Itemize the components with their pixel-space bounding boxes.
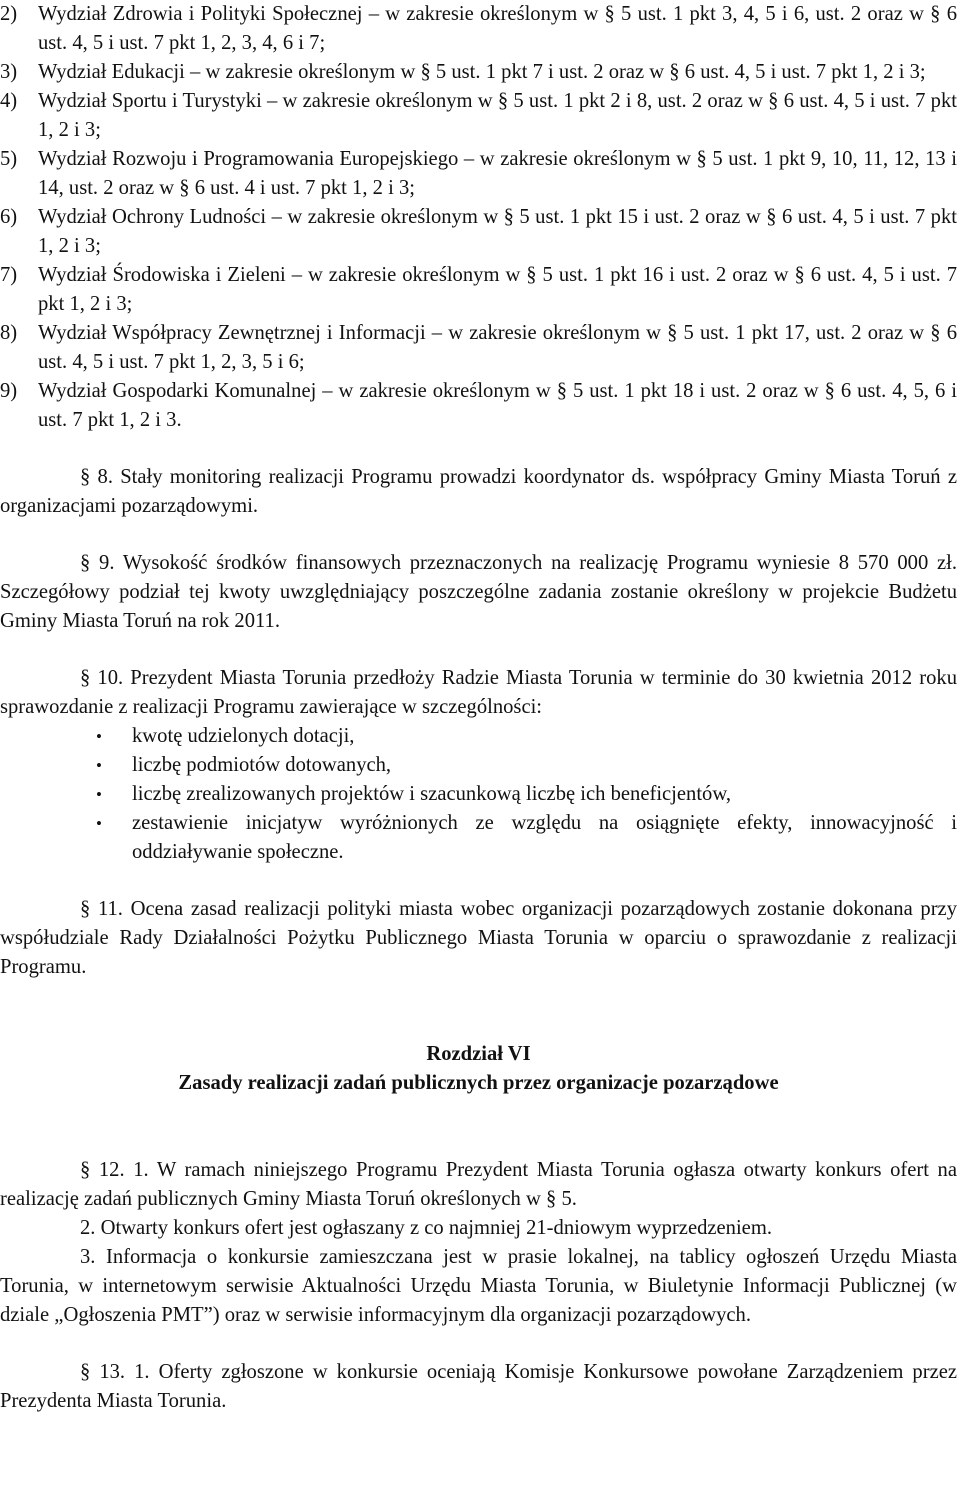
bullet-item [0, 780, 957, 809]
list-item [0, 87, 957, 145]
section-10-paragraph: § 10. Prezydent Miasta Torunia przedłoży Radzie Miasta Torunia w terminie do 30 kwietnia 2012 roku sprawozdanie z realizacji Programu zawierające w szczególności: [0, 667, 957, 718]
list-item-text: Wydział Gospodarki Komunalnej – w zakresie określonym w § 5 ust. 1 pkt 18 i ust. 2 oraz w § 6 ust. 4, 5, 6 i ust. 7 pkt 1, 2 i 3. [38, 380, 957, 431]
list-item [0, 203, 957, 261]
list-item-number: 7) [0, 264, 18, 286]
list-item-text: Wydział Zdrowia i Polityki Społecznej – w zakresie określonym w § 5 ust. 1 pkt 3, 4, 5 i 6, ust. 2 oraz w § 6 ust. 4, 5 i ust. 7 pkt 1, 2, 3, 4, 6 i 7; [38, 3, 957, 54]
bullet-text: kwotę udzielonych dotacji, [132, 725, 355, 747]
list-item-number: 4) [0, 90, 18, 112]
bullet-item [0, 751, 957, 780]
bullet-item [0, 809, 957, 867]
chapter-number: Rozdział VI [426, 1043, 531, 1065]
list-item-number: 8) [0, 322, 18, 344]
list-item [0, 377, 957, 435]
list-item-text: Wydział Edukacji – w zakresie określonym w § 5 ust. 1 pkt 7 i ust. 2 oraz w § 6 ust. 4, 5 i ust. 7 pkt 1, 2 i 3; [38, 61, 926, 83]
bullet-text: liczbę podmiotów dotowanych, [132, 754, 392, 776]
list-item [0, 58, 957, 87]
list-item-number: 3) [0, 61, 18, 83]
list-item [0, 0, 957, 58]
list-item-text: Wydział Współpracy Zewnętrznej i Informacji – w zakresie określonym w § 5 ust. 1 pkt 17, ust. 2 oraz w § 6 ust. 4, 5 i ust. 7 pkt 1, 2, 3, 5 i 6; [38, 322, 957, 373]
section-11-paragraph: § 11. Ocena zasad realizacji polityki miasta wobec organizacji pozarządowych zostanie dokonana przy współudziale Rady Działalności Pożytku Publicznego Miasta Torunia w oparciu o sprawozdanie z realizacji Programu. [0, 898, 957, 978]
list-item-number: 6) [0, 206, 18, 228]
chapter-title: Zasady realizacji zadań publicznych przez organizacje pozarządowe [178, 1072, 779, 1094]
section-9-paragraph: § 9. Wysokość środków finansowych przeznaczonych na realizację Programu wyniesie 8 570 000 zł. Szczegółowy podział tej kwoty uwzględniający poszczególne zadania zostanie określony w projekcie Budżetu Gminy Miasta Toruń na rok 2011. [0, 552, 957, 632]
section-12-paragraph-3: 3. Informacja o konkursie zamieszczana jest w prasie lokalnej, na tablicy ogłoszeń Urzędu Miasta Torunia, w internetowym serwisie Aktualności Urzędu Miasta Torunia, w Biuletynie Informacji Publicznej (w dziale „Ogłoszenia PMT”) oraz w serwisie informacyjnym dla organizacji pozarządowych. [0, 1246, 957, 1326]
list-item-text: Wydział Środowiska i Zieleni – w zakresie określonym w § 5 ust. 1 pkt 16 i ust. 2 oraz w § 6 ust. 4, 5 i ust. 7 pkt 1, 2 i 3; [38, 264, 957, 315]
department-list [0, 0, 957, 435]
section-13-paragraph: § 13. 1. Oferty zgłoszone w konkursie oceniają Komisje Konkursowe powołane Zarządzeniem przez Prezydenta Miasta Torunia. [0, 1361, 957, 1412]
bullet-text: zestawienie inicjatyw wyróżnionych ze względu na osiągnięte efekty, innowacyjność i oddziaływanie społeczne. [132, 812, 957, 863]
bullet-icon: • [96, 814, 102, 833]
list-item-number: 5) [0, 148, 18, 170]
bullet-text: liczbę zrealizowanych projektów i szacunkową liczbę ich beneficjentów, [132, 783, 732, 805]
section-8-paragraph: § 8. Stały monitoring realizacji Programu prowadzi koordynator ds. współpracy Gminy Miasta Toruń z organizacjami pozarządowymi. [0, 466, 957, 517]
bullet-icon: • [96, 756, 102, 775]
list-item-text: Wydział Ochrony Ludności – w zakresie określonym w § 5 ust. 1 pkt 15 i ust. 2 oraz w § 6 ust. 4, 5 i ust. 7 pkt 1, 2 i 3; [38, 206, 957, 257]
list-item-number: 9) [0, 380, 18, 402]
bullet-icon: • [96, 727, 102, 746]
report-contents-list [0, 722, 957, 867]
list-item-text: Wydział Rozwoju i Programowania Europejskiego – w zakresie określonym w § 5 ust. 1 pkt 9, 10, 11, 12, 13 i 14, ust. 2 oraz w § 6 ust. 4 i ust. 7 pkt 1, 2 i 3; [38, 148, 957, 199]
bullet-item [0, 722, 957, 751]
bullet-icon: • [96, 785, 102, 804]
list-item-text: Wydział Sportu i Turystyki – w zakresie określonym w § 5 ust. 1 pkt 2 i 8, ust. 2 oraz w § 6 ust. 4, 5 i ust. 7 pkt 1, 2 i 3; [38, 90, 957, 141]
list-item [0, 319, 957, 377]
section-12-paragraph-1: § 12. 1. W ramach niniejszego Programu Prezydent Miasta Torunia ogłasza otwarty konkurs ofert na realizację zadań publicznych Gminy Miasta Toruń określonych w § 5. [0, 1159, 957, 1210]
section-12-paragraph-2: 2. Otwarty konkurs ofert jest ogłaszany z co najmniej 21-dniowym wyprzedzeniem. [80, 1217, 772, 1239]
list-item-number: 2) [0, 3, 18, 25]
list-item [0, 261, 957, 319]
list-item [0, 145, 957, 203]
